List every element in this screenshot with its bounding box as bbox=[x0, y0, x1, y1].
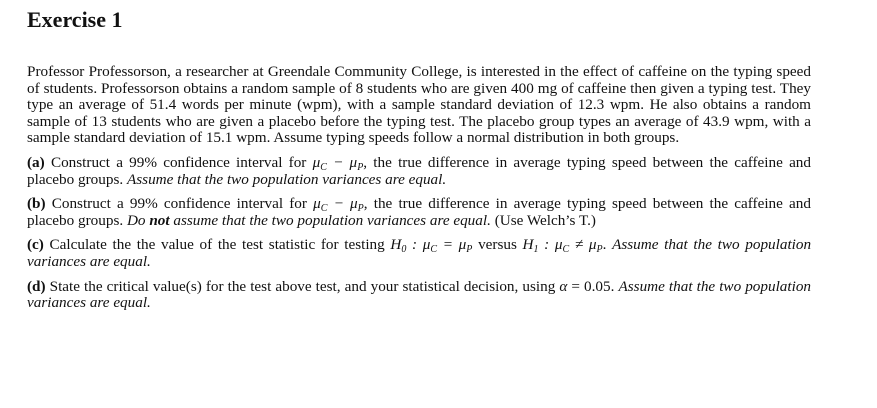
part-d-text-before: State the critical value(s) for the test above test, and your statistical decision, using bbox=[49, 277, 556, 295]
part-b-assumption-not: not bbox=[149, 211, 170, 229]
part-b-assumption-end: assume that the two population variances are equal. bbox=[173, 211, 491, 229]
part-a-text-before: Construct a 99% confidence interval for bbox=[50, 153, 307, 171]
part-d-label: (d) bbox=[27, 277, 46, 295]
part-c-label: (c) bbox=[27, 236, 44, 254]
part-c-null-hypothesis: $H_0$ : $\mu_C = \mu_P$ bbox=[390, 236, 473, 256]
part-c: (c) Calculate the the value of the test statistic for testing $H_0$ : $\mu_C = \mu_P$ versus $H_1$ : $\mu_C \ne \mu_P$. Assume that the two population variances are equal. bbox=[27, 236, 812, 270]
part-a-label: (a) bbox=[27, 153, 45, 171]
part-c-alt-hypothesis: $H_1$ : $\mu_C \ne \mu_P$ bbox=[522, 236, 603, 256]
part-c-text-before: Calculate the the value of the test statistic for testing bbox=[49, 236, 385, 254]
part-b-formula: $\mu_C - \mu_P$ bbox=[313, 195, 364, 215]
problem-statement: Professor Professorson, a researcher at Greendale Community College, is interested in the effect of caffeine on the typing speed of students. Professorson obtains a random sample of 8 students who are given 400 mg of caffeine then given a typing test. They type an average of 51.4 words per minute (wpm), with a sample standard deviation of 12.3 wpm. He also obtains a random sample of 13 students who are given a placebo before the typing test. The placebo group types an average of 43.9 wpm, with a sample standard deviation of 15.1 wpm. Assume typing speeds follow a normal distribution in both groups. bbox=[27, 63, 811, 147]
part-a-formula: $\mu_C - \mu_P$ bbox=[312, 153, 364, 173]
part-b-label: (b) bbox=[27, 195, 46, 213]
part-b-text-before: Construct a 99% confidence interval for bbox=[51, 195, 307, 213]
part-c-versus: versus bbox=[478, 236, 517, 254]
part-a bbox=[27, 155, 811, 188]
part-d-alpha-value: 0.05. bbox=[584, 277, 615, 295]
part-a-text-after: , the true difference in average typing speed between the caffeine and placebo groups. bbox=[27, 153, 811, 188]
part-c-assumption: Assume that the two population variances are equal. bbox=[27, 236, 812, 270]
part-b bbox=[27, 196, 811, 229]
part-b-text-after: , the true difference in average typing speed between the caffeine and placebo groups. bbox=[27, 195, 811, 229]
part-d-assumption: Assume that the two population variances are equal. bbox=[27, 277, 812, 312]
part-b-note: (Use Welch’s T.) bbox=[494, 211, 596, 229]
exercise-title: Exercise 1 bbox=[27, 7, 123, 32]
part-d: (d) State the critical value(s) for the test above test, and your statistical decision, using α = 0.05. Assume that the two population variances are equal. bbox=[27, 277, 812, 312]
part-d-alpha-symbol: α bbox=[559, 277, 568, 295]
part-a-assumption: Assume that the two population variances are equal. bbox=[126, 170, 447, 188]
part-b-assumption-start: Do bbox=[126, 211, 146, 229]
